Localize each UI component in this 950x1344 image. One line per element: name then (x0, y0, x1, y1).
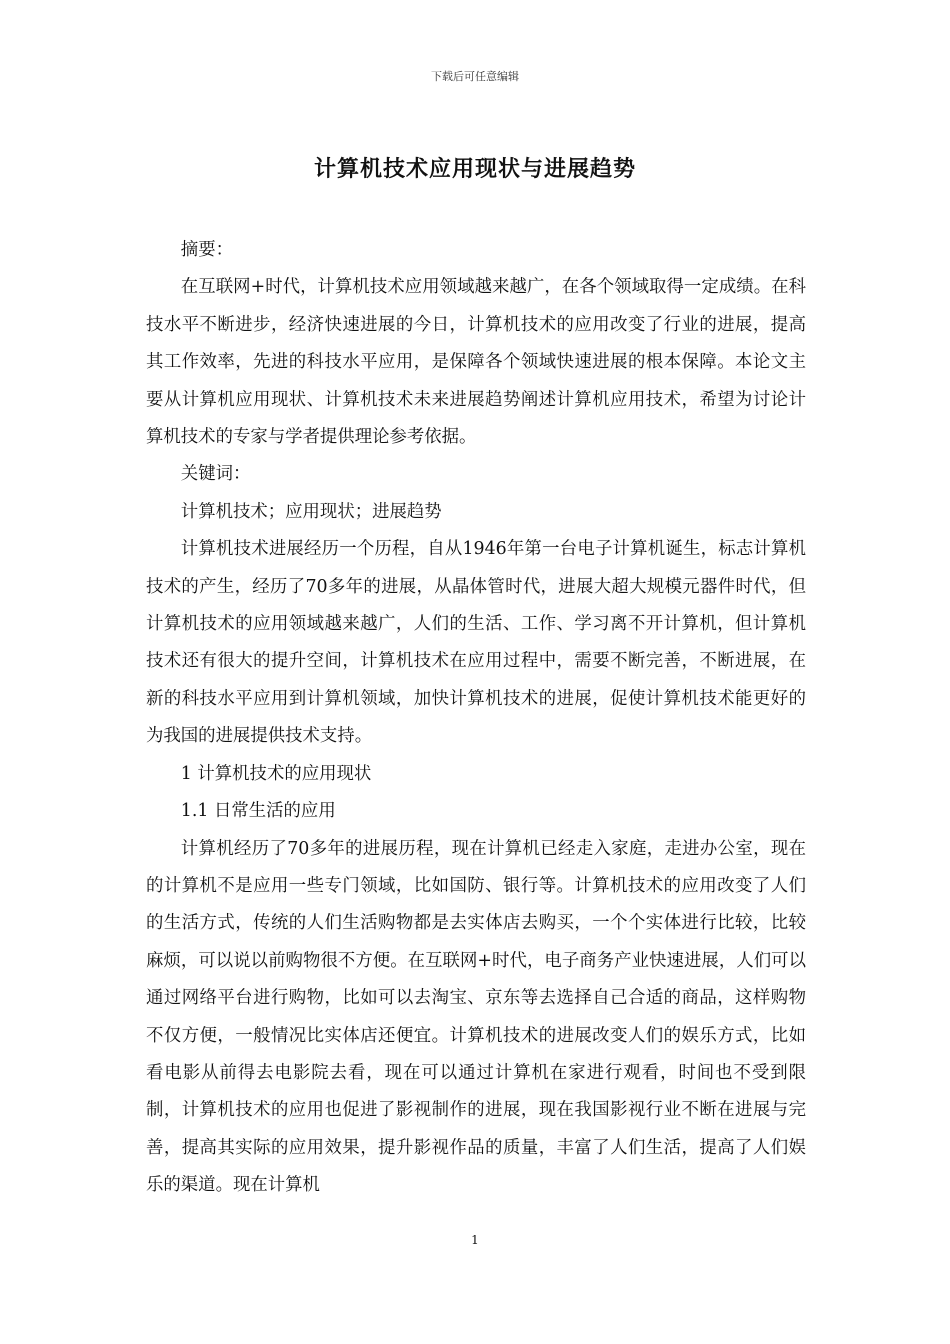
document-body (146, 232, 806, 1205)
intro-paragraph: 计算机技术进展经历一个历程，自从1946年第一台电子计算机诞生，标志计算机技术的产生，经历了70多年的进展，从晶体管时代，进展大超大规模元器件时代，但计算机技术的应用领域越来越广，人们的生活、工作、学习离不开计算机，但计算机技术还有很大的提升空间，计算机技术在应用过程中，需要不断完善，不断进展，在新的科技水平应用到计算机领域，加快计算机技术的进展，促使计算机技术能更好的为我国的进展提供技术支持。 (146, 539, 806, 747)
page-number: 1 (471, 1233, 479, 1247)
header-note: 下载后可任意编辑 (431, 70, 519, 83)
section-1-1-heading: 1.1 日常生活的应用 (180, 801, 336, 822)
document-title: 计算机技术应用现状与进展趋势 (313, 156, 636, 182)
section-1-heading: 1 计算机技术的应用现状 (180, 763, 372, 784)
abstract-label: 摘要： (180, 240, 233, 260)
section-1-1-paragraph: 计算机经历了70多年的进展历程，现在计算机已经走入家庭，走进办公室，现在的计算机不是应用一些专门领域，比如国防、银行等。计算机技术的应用改变了人们的生活方式，传统的人们生活购物都是去实体店去购买，一个个实体进行比较，比较麻烦，可以说以前购物很不方便。在互联网+时代，电子商务产业快速进展，人们可以通过网络平台进行购物，比如可以去淘宝、京东等去选择自己合适的商品，这样购物不仅方便，一般情况比实体店还便宜。计算机技术的进展改变人们的娱乐方式，比如看电影从前得去电影院去看，现在可以通过计算机在家进行观看，时间也不受到限制，计算机技术的应用也促进了影视制作的进展，现在我国影视行业不断在进展与完善，提高其实际的应用效果，提升影视作品的质量，丰富了人们生活，提高了人们娱乐的渠道。现在计算机 (146, 838, 806, 1196)
keywords-text: 计算机技术；应用现状；进展趋势 (180, 501, 442, 522)
abstract-text: 在互联网+时代，计算机技术应用领域越来越广，在各个领域取得一定成绩。在科技水平不断进步，经济快速进展的今日，计算机技术的应用改变了行业的进展，提高其工作效率，先进的科技水平应用，是保障各个领域快速进展的根本保障。本论文主要从计算机应用现状、计算机技术未来进展趋势阐述计算机应用技术，希望为讨论计算机技术的专家与学者提供理论参考依据。 (146, 277, 806, 448)
keywords-label: 关键词： (180, 464, 251, 485)
